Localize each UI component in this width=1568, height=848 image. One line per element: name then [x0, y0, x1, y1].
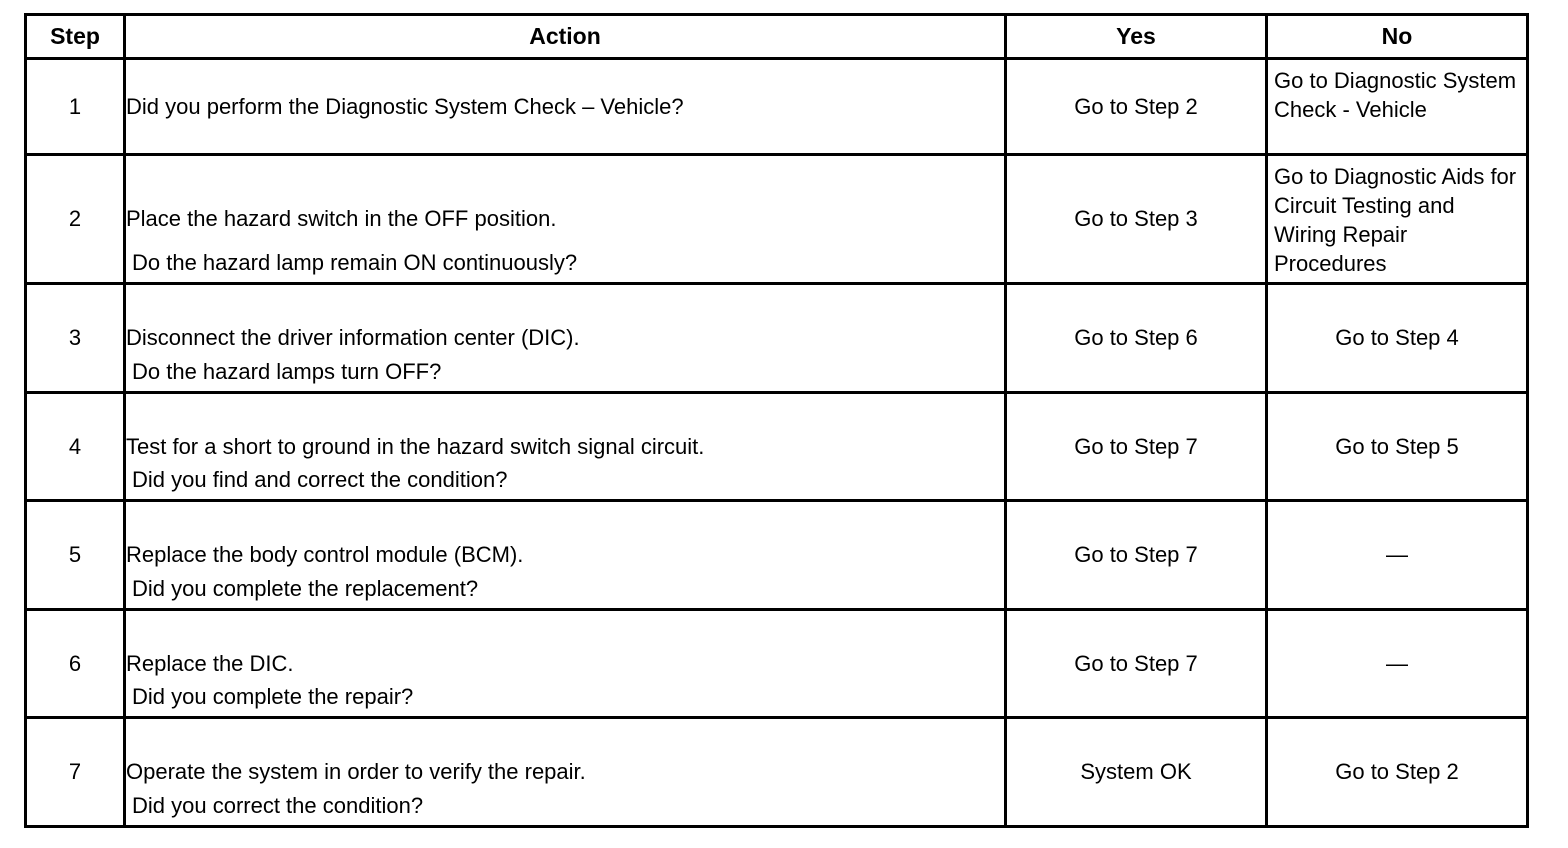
- action-cell: [125, 59, 1006, 155]
- table-row: [26, 609, 1528, 718]
- action-text: Did you perform the Diagnostic System Check – Vehicle?: [126, 93, 684, 119]
- action-question: Did you complete the repair?: [132, 684, 414, 710]
- table-row: [26, 284, 1528, 393]
- action-text: Replace the DIC.: [126, 650, 294, 676]
- table-row: [26, 718, 1528, 827]
- no-cell: Go to Step 5: [1267, 392, 1528, 501]
- no-cell: Go to Step 4: [1267, 284, 1528, 393]
- action-text: Place the hazard switch in the OFF position.: [126, 206, 557, 232]
- yes-cell: Go to Step 6: [1006, 284, 1267, 393]
- yes-cell: Go to Step 3: [1006, 155, 1267, 284]
- action-cell: [125, 155, 1006, 284]
- action-question: Did you complete the replacement?: [132, 575, 479, 601]
- action-text: Test for a short to ground in the hazard switch signal circuit.: [126, 433, 705, 459]
- action-cell: [125, 718, 1006, 827]
- step-number: 4: [26, 392, 125, 501]
- action-question: Do the hazard lamp remain ON continuously?: [132, 250, 578, 276]
- action-cell: [125, 284, 1006, 393]
- no-cell: —: [1267, 501, 1528, 610]
- no-cell: —: [1267, 609, 1528, 718]
- yes-cell: Go to Step 7: [1006, 609, 1267, 718]
- header-row: [26, 15, 1528, 59]
- action-text: Disconnect the driver information center (DIC).: [126, 325, 580, 351]
- header-yes: Yes: [1006, 15, 1267, 59]
- action-question: Did you find and correct the condition?: [132, 467, 508, 493]
- yes-cell: Go to Step 2: [1006, 59, 1267, 155]
- action-text: Operate the system in order to verify the repair.: [126, 759, 586, 785]
- step-number: 1: [26, 59, 125, 155]
- yes-cell: Go to Step 7: [1006, 392, 1267, 501]
- yes-cell: Go to Step 7: [1006, 501, 1267, 610]
- table-row: [26, 392, 1528, 501]
- no-cell: Go to Diagnostic System Check - Vehicle: [1267, 59, 1528, 155]
- step-number: 2: [26, 155, 125, 284]
- yes-cell: System OK: [1006, 718, 1267, 827]
- step-number: 6: [26, 609, 125, 718]
- action-question: Did you correct the condition?: [132, 793, 424, 818]
- action-cell: [125, 501, 1006, 610]
- table-row: [26, 155, 1528, 284]
- action-cell: [125, 392, 1006, 501]
- header-step: Step: [26, 15, 125, 59]
- no-cell: Go to Diagnostic Aids for Circuit Testing and Wiring Repair Procedures: [1267, 155, 1528, 284]
- action-text: Replace the body control module (BCM).: [126, 542, 524, 568]
- action-question: Do the hazard lamps turn OFF?: [132, 358, 442, 384]
- step-number: 5: [26, 501, 125, 610]
- step-number: 7: [26, 718, 125, 827]
- table-row: [26, 501, 1528, 610]
- table-row: [26, 59, 1528, 155]
- header-no: No: [1267, 15, 1528, 59]
- action-cell: [125, 609, 1006, 718]
- step-number: 3: [26, 284, 125, 393]
- diagnostic-table: [24, 13, 1529, 828]
- header-action: Action: [125, 15, 1006, 59]
- no-cell: Go to Step 2: [1267, 718, 1528, 827]
